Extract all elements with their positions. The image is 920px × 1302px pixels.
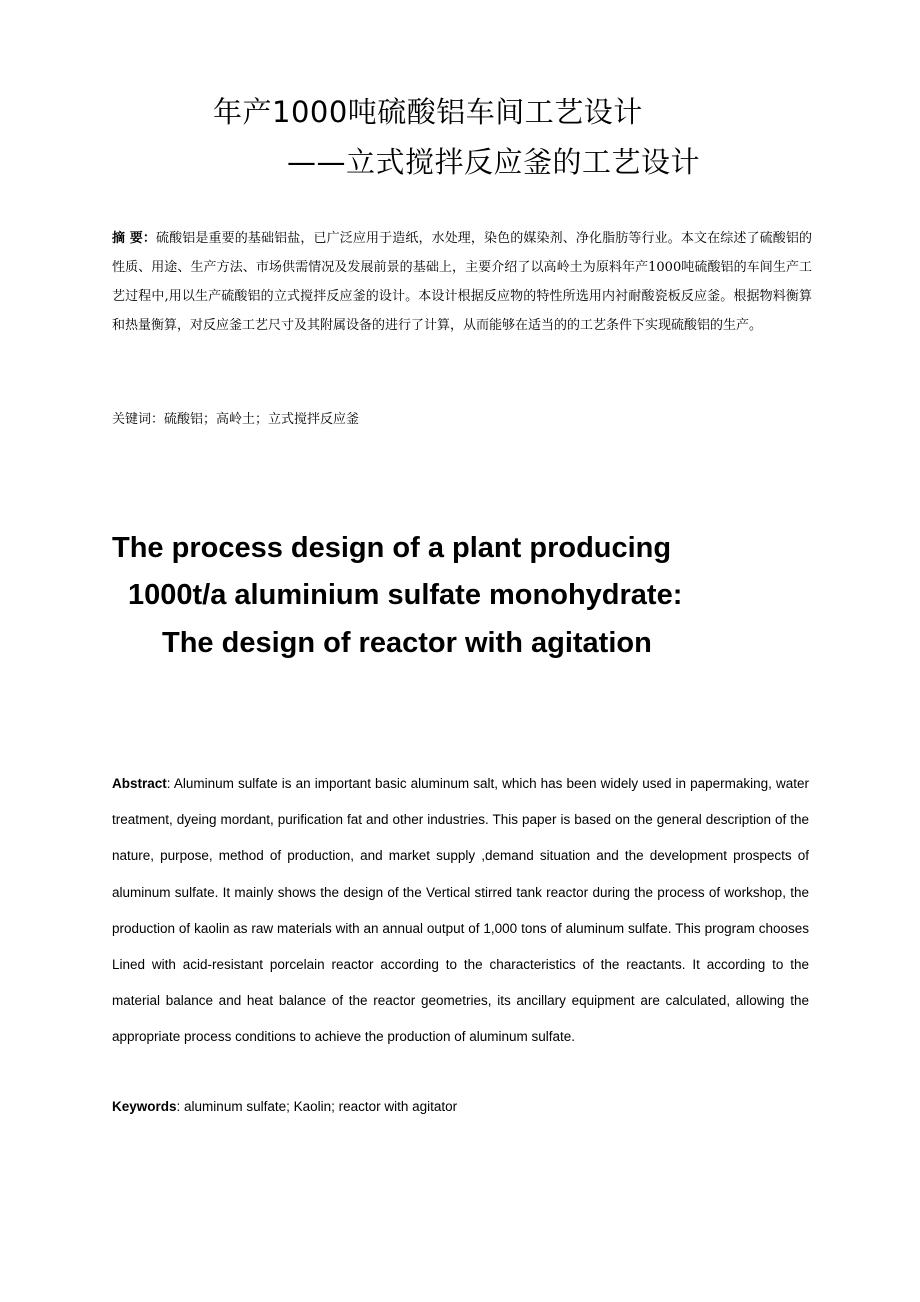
chinese-keywords-label: 关键词 bbox=[112, 412, 152, 427]
chinese-title-line-1: 年产1000吨硫酸铝车间工艺设计 bbox=[213, 95, 643, 129]
english-title-line-2: 1000t/a aluminium sulfate monohydrate: bbox=[128, 579, 683, 611]
chinese-abstract-label: 摘 要 bbox=[112, 231, 143, 246]
english-keywords-label: Keywords bbox=[112, 1099, 177, 1114]
english-keywords-separator: : bbox=[176, 1099, 185, 1114]
chinese-keywords-separator: ： bbox=[151, 412, 165, 427]
english-keywords bbox=[112, 1093, 809, 1121]
english-abstract bbox=[112, 766, 809, 1056]
chinese-abstract bbox=[112, 224, 812, 340]
english-title-line-3: The design of reactor with agitation bbox=[162, 627, 652, 659]
chinese-keywords-text: 硫酸铝；高岭土；立式搅拌反应釜 bbox=[164, 412, 360, 427]
chinese-abstract-text: 硫酸铝是重要的基础铝盐，已广泛应用于造纸，水处理，染色的媒染剂、净化脂肪等行业。本文在综述了硫酸铝的性质、用途、生产方法、市场供需情况及发展前景的基础上，主要介绍了以高岭土为原料年产1000吨硫酸铝的车间生产工艺过程中,用以生产硫酸铝的立式搅拌反应釜的设计。本设计根据反应物的特性所选用内衬耐酸瓷板反应釜。根据物料衡算和热量衡算，对反应釜工艺尺寸及其附属设备的进行了计算，从而能够在适当的的工艺条件下实现硫酸铝的生产。 bbox=[112, 231, 812, 333]
english-title-line-1: The process design of a plant producing bbox=[112, 532, 672, 564]
english-abstract-label: Abstract bbox=[112, 776, 167, 791]
chinese-keywords bbox=[112, 405, 812, 434]
english-keywords-text: aluminum sulfate; Kaolin; reactor with agitator bbox=[184, 1099, 458, 1114]
english-abstract-text: Aluminum sulfate is an important basic aluminum salt, which has been widely used in papermaking, water treatment, dyeing mordant, purification fat and other industries. This paper is based on the general description of the nature, purpose, method of production, and market supply ,demand situation and the development prospects of aluminum sulfate. It mainly shows the design of the Vertical stirred tank reactor during the process of workshop, the production of kaolin as raw materials with an annual output of 1,000 tons of aluminum sulfate. This program chooses Lined with acid-resistant porcelain reactor according to the characteristics of the reactants. It according to the material balance and heat balance of the reactor geometries, its ancillary equipment are calculated, allowing the appropriate process conditions to achieve the production of aluminum sulfate. bbox=[112, 776, 810, 1045]
english-abstract-separator: : bbox=[166, 776, 174, 791]
chinese-abstract-separator: ： bbox=[142, 231, 157, 246]
chinese-title-line-2: ——立式搅拌反应釜的工艺设计 bbox=[287, 145, 701, 179]
